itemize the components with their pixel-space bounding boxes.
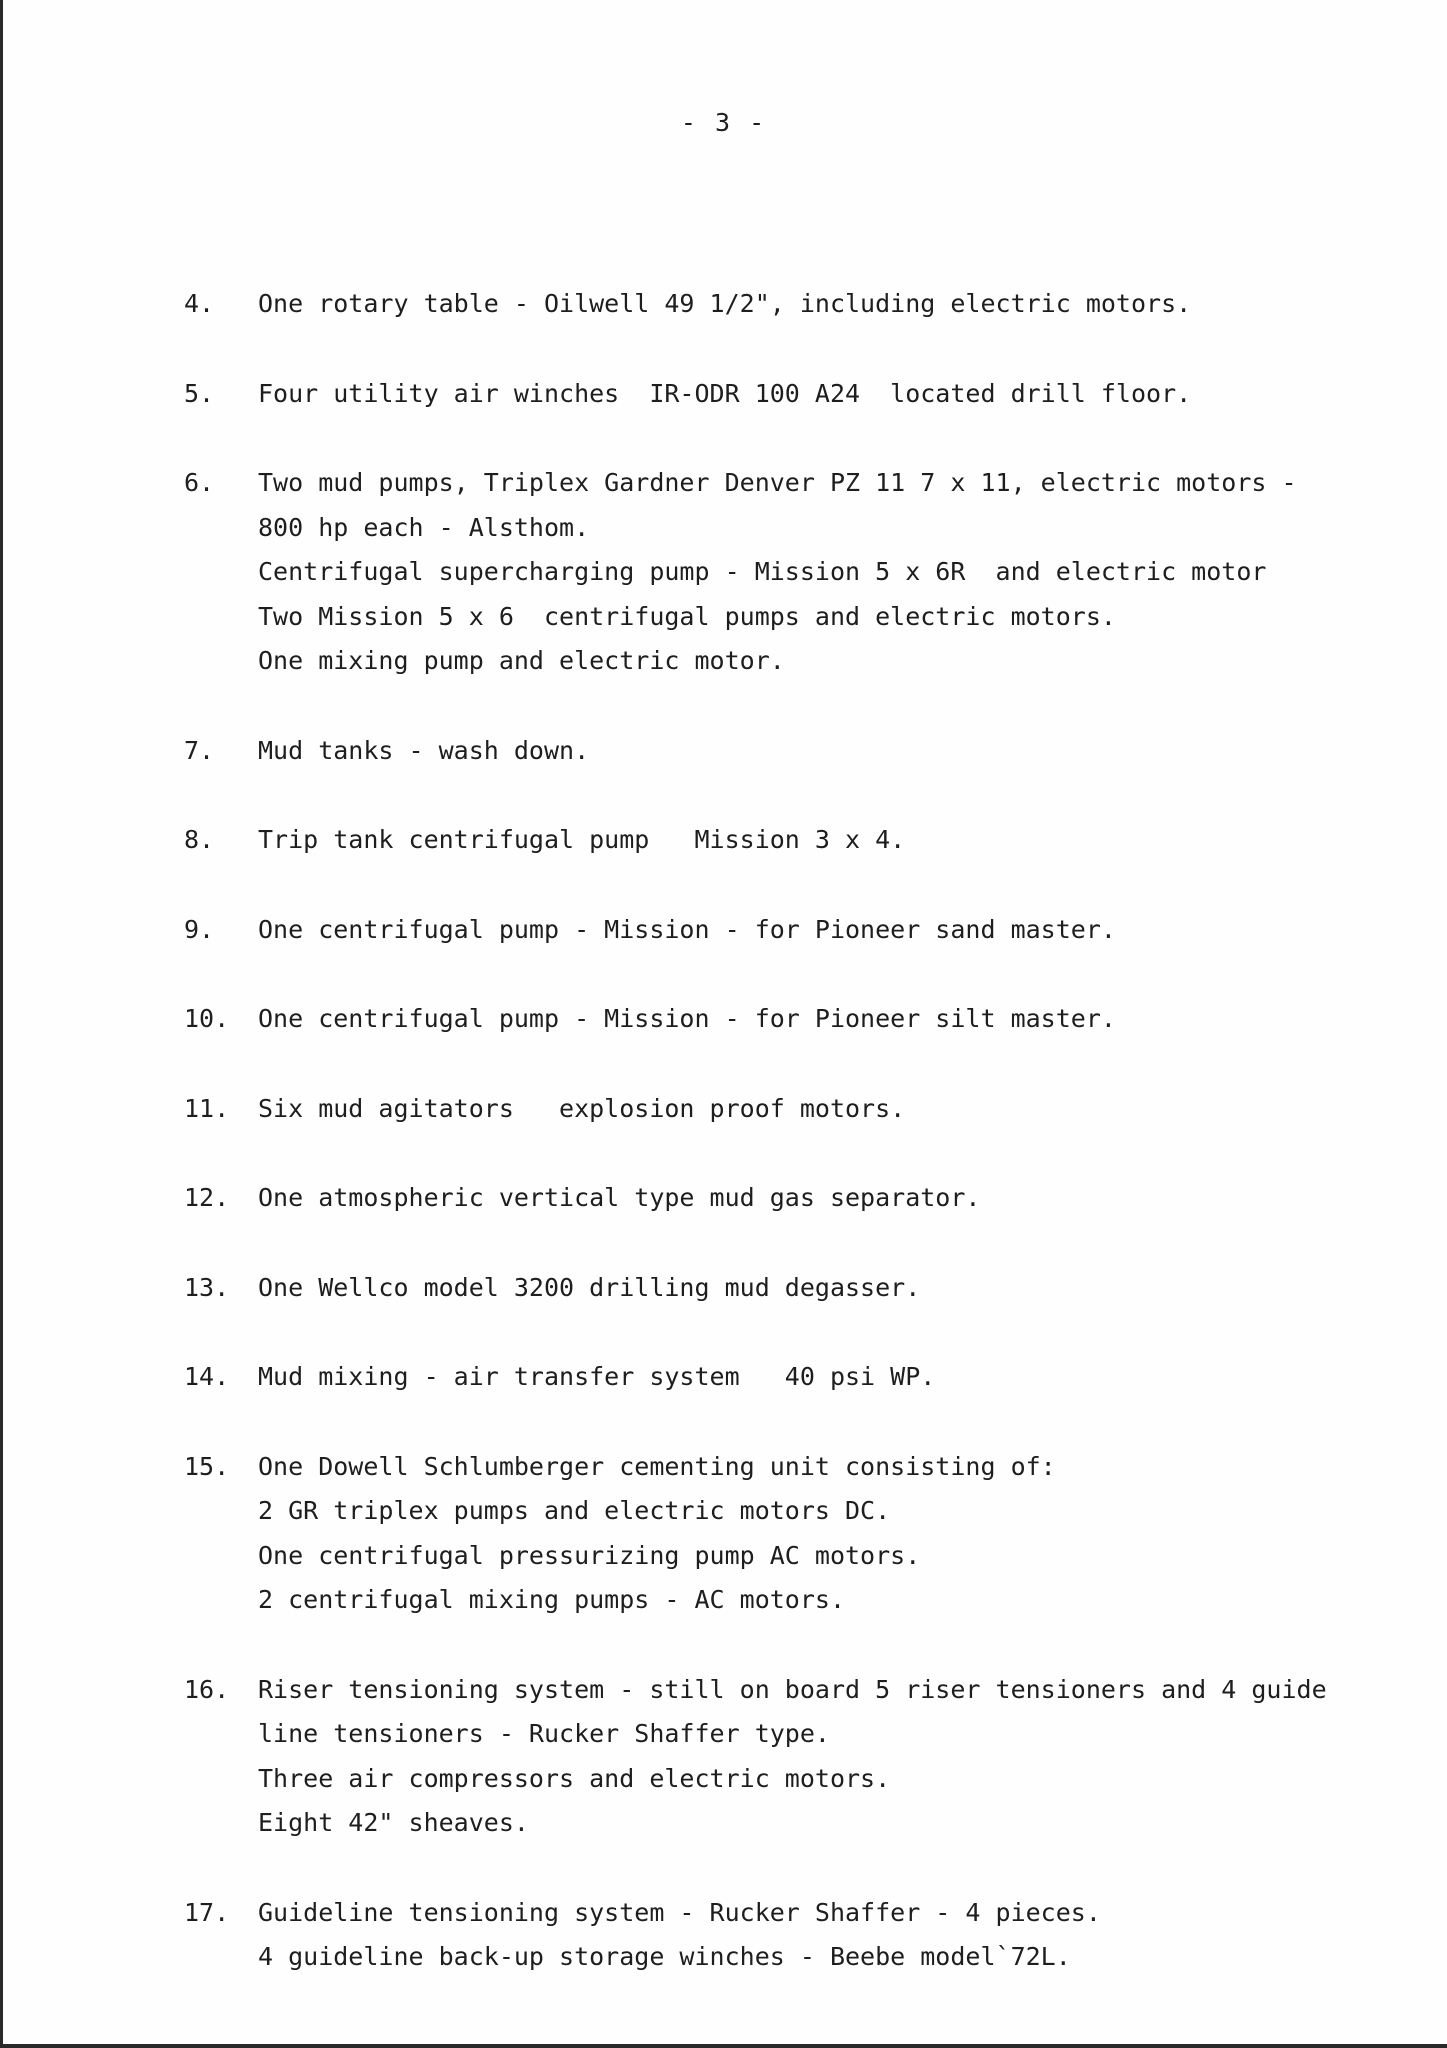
- item-line: 2 centrifugal mixing pumps - AC motors.: [258, 1585, 845, 1614]
- item-line: 800 hp each - Alsthom.: [258, 512, 590, 542]
- page-number: - 3 -: [680, 108, 767, 137]
- item-text: [258, 729, 1398, 774]
- item-line: Eight 42" sheaves.: [258, 1808, 529, 1837]
- item-line: One centrifugal pressurizing pump AC motors.: [258, 1540, 921, 1570]
- item-number: 12.: [184, 1183, 230, 1212]
- list-item: [0, 997, 1447, 1042]
- list-item: [0, 908, 1447, 953]
- item-line: Two Mission 5 x 6 centrifugal pumps and electric motors.: [258, 601, 1116, 631]
- item-line: line tensioners - Rucker Shaffer type.: [258, 1719, 830, 1748]
- item-text: [258, 1891, 1398, 1980]
- item-number: 14.: [184, 1362, 230, 1391]
- list-item: [0, 372, 1447, 417]
- item-number: 4.: [184, 289, 215, 318]
- item-line: 2 GR triplex pumps and electric motors DC.: [258, 1496, 891, 1525]
- list-item: [0, 1176, 1447, 1221]
- scan-edge-bottom: [0, 2044, 1447, 2048]
- item-line: One mixing pump and electric motor.: [258, 646, 785, 675]
- item-line: Three air compressors and electric motors.: [258, 1763, 891, 1793]
- item-text: [258, 997, 1398, 1042]
- list-item: [0, 1891, 1447, 1980]
- item-number: 7.: [184, 735, 215, 765]
- item-line: Guideline tensioning system - Rucker Shaffer - 4 pieces.: [258, 1897, 1101, 1927]
- list-item: [0, 1266, 1447, 1311]
- item-line: Centrifugal supercharging pump - Mission 5 x 6R and electric motor: [258, 557, 1267, 586]
- item-number: 16.: [184, 1674, 230, 1704]
- item-line: One atmospheric vertical type mud gas separator.: [258, 1183, 981, 1212]
- item-text: [258, 1087, 1398, 1132]
- item-text: [258, 461, 1398, 684]
- item-line: One Wellco model 3200 drilling mud degasser.: [258, 1272, 921, 1302]
- item-line: Two mud pumps, Triplex Gardner Denver PZ 11 7 x 11, electric motors -: [258, 468, 1297, 497]
- item-line: Riser tensioning system - still on board 5 riser tensioners and 4 guide: [258, 1674, 1327, 1704]
- item-line: Trip tank centrifugal pump Mission 3 x 4.: [258, 825, 906, 854]
- item-line: Mud mixing - air transfer system 40 psi WP.: [258, 1362, 936, 1391]
- list-item: [0, 1087, 1447, 1132]
- list-item: [0, 729, 1447, 774]
- item-text: [258, 1355, 1398, 1400]
- item-line: 4 guideline back-up storage winches - Beebe model`72L.: [258, 1942, 1071, 1971]
- item-text: [258, 282, 1398, 327]
- list-item: [0, 1355, 1447, 1400]
- item-text: [258, 1668, 1398, 1846]
- item-number: 10.: [184, 1004, 230, 1033]
- list-item: [0, 461, 1447, 684]
- item-number: 15.: [184, 1451, 230, 1481]
- item-text: [258, 372, 1398, 417]
- item-line: One Dowell Schlumberger cementing unit consisting of:: [258, 1451, 1056, 1481]
- item-text: [258, 1445, 1398, 1623]
- item-text: [258, 818, 1398, 863]
- item-text: [258, 1266, 1398, 1311]
- item-line: Mud tanks - wash down.: [258, 735, 590, 765]
- item-number: 6.: [184, 468, 215, 497]
- item-line: One rotary table - Oilwell 49 1/2", including electric motors.: [258, 289, 1192, 318]
- list-item: [0, 282, 1447, 327]
- list-item: [0, 1668, 1447, 1846]
- item-number: 5.: [184, 378, 215, 408]
- item-line: One centrifugal pump - Mission - for Pioneer silt master.: [258, 1004, 1116, 1033]
- list-item: [0, 1445, 1447, 1623]
- item-line: One centrifugal pump - Mission - for Pioneer sand master.: [258, 914, 1116, 944]
- item-number: 13.: [184, 1272, 230, 1302]
- equipment-list: [0, 282, 1447, 2025]
- item-number: 9.: [184, 914, 215, 944]
- item-number: 11.: [184, 1093, 230, 1123]
- item-number: 8.: [184, 825, 215, 854]
- item-text: [258, 1176, 1398, 1221]
- item-line: Four utility air winches IR-ODR 100 A24 located drill floor.: [258, 378, 1192, 408]
- item-text: [258, 908, 1398, 953]
- list-item: [0, 818, 1447, 863]
- item-number: 17.: [184, 1897, 230, 1927]
- item-line: Six mud agitators explosion proof motors.: [258, 1093, 906, 1123]
